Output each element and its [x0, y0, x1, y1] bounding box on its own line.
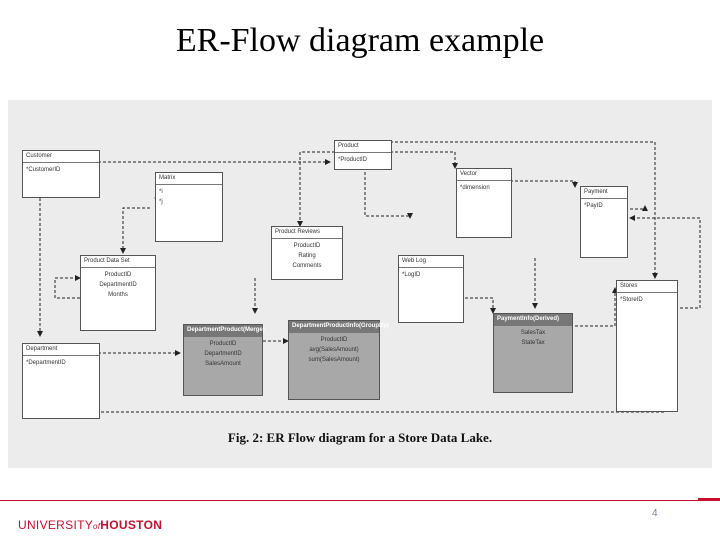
entity-name: Product Data Set [81, 256, 155, 268]
matrix-to-dataset-line [123, 208, 150, 253]
entity-department-product-merge [183, 324, 263, 396]
entity-attr: *j [159, 199, 163, 205]
entity-department-product-info-groupby [288, 320, 389, 400]
payment-to-stores-line [625, 206, 645, 209]
entity-attr: SalesAmount [205, 361, 241, 367]
entity-payment-info-derived [493, 313, 573, 393]
entity-attr: *i [159, 189, 163, 195]
dataset-loop-line [55, 278, 80, 298]
entity-web-log [398, 255, 464, 323]
entity-name: Stores [617, 281, 677, 293]
entity-attr: *LogID [402, 272, 421, 278]
entity-matrix [155, 172, 223, 242]
entity-name: Department [23, 344, 99, 356]
entity-attr: SalesTax [520, 330, 546, 336]
entity-customer [22, 150, 100, 198]
entity-attr: DepartmentID [204, 351, 242, 357]
entity-name: Web Log [399, 256, 463, 268]
entity-name: Vector [457, 169, 511, 181]
entity-vector [456, 168, 512, 238]
entity-attr: sum(SalesAmount) [308, 357, 360, 363]
entity-attr: DepartmentID [99, 282, 137, 288]
entity-name: Customer [23, 151, 99, 163]
entity-product [334, 140, 392, 170]
entity-attr: avg(SalesAmount) [309, 347, 359, 353]
entity-name: PaymentInfo(Derived) [494, 314, 572, 326]
logo-text-houston: HOUSTON [100, 518, 163, 532]
entity-attr: *PayID [584, 203, 603, 209]
entity-attr: *DepartmentID [26, 360, 66, 366]
entity-attr: Comments [292, 263, 322, 269]
vector-to-payment-line [505, 181, 575, 187]
entity-name: Payment [581, 187, 627, 199]
entity-attr: ProductID [104, 272, 132, 278]
logo-text-of: of [93, 522, 101, 531]
product-to-vector-line [390, 152, 455, 168]
entity-department [22, 343, 100, 419]
entity-attr: *CustomerID [26, 167, 61, 173]
entity-name: DepartmentProductInfo(GroupBy) [289, 321, 379, 333]
entity-name: Product Reviews [272, 227, 342, 239]
entity-attr: ProductID [320, 337, 348, 343]
entity-product-reviews [271, 226, 343, 280]
entity-payment [580, 186, 628, 258]
entity-name: DepartmentProduct(Merge) [184, 325, 262, 337]
entity-attr: StateTax [521, 340, 545, 346]
logo-text-university: UNIVERSITY [18, 518, 94, 532]
entity-attr: Rating [298, 253, 316, 259]
entity-attr: *dimension [460, 185, 490, 191]
entity-name: Matrix [156, 173, 222, 185]
entity-product-data-set [80, 255, 156, 331]
page-number: 4 [652, 508, 658, 519]
entity-attr: *ProductID [338, 157, 368, 163]
entity-name: Product [335, 141, 391, 153]
footer-divider [0, 500, 720, 501]
derived-to-stores-line [570, 288, 615, 326]
entity-attr: *StoreID [620, 297, 643, 303]
footer-divider-accent [698, 498, 720, 500]
entity-attr: ProductID [293, 243, 321, 249]
entity-attr: ProductID [209, 341, 237, 347]
entity-stores [616, 280, 678, 412]
slide-title: ER-Flow diagram example [175, 22, 545, 59]
figure-caption: Fig. 2: ER Flow diagram for a Store Data Lake. [227, 430, 493, 445]
university-logo [18, 518, 162, 532]
entity-attr: Months [108, 292, 128, 298]
